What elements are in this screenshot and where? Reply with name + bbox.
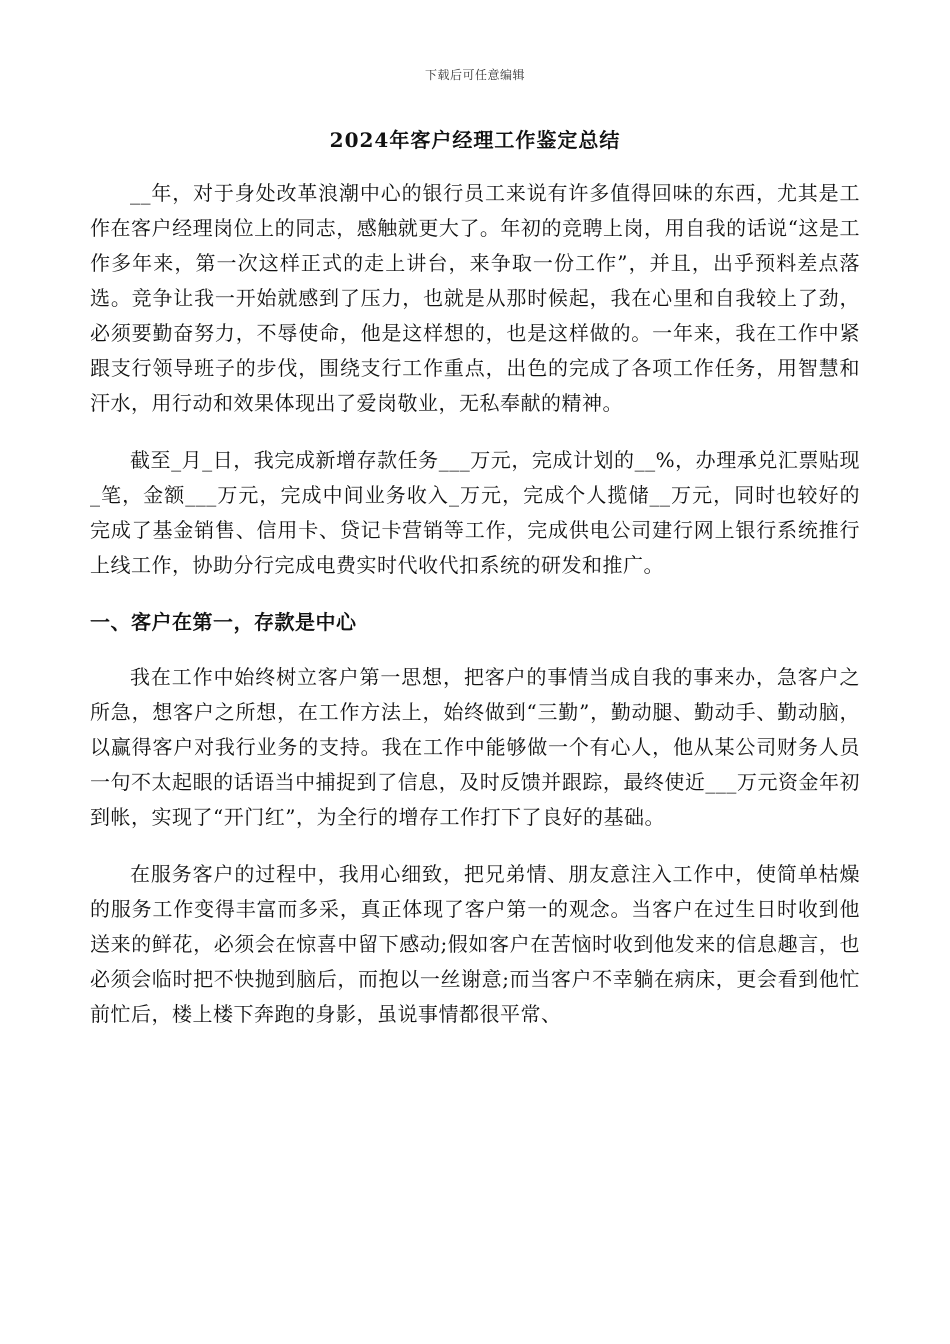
- paragraph-customer-first: 我在工作中始终树立客户第一思想，把客户的事情当成自我的事来办，急客户之所急，想客户之所想，在工作方法上，始终做到“三勤”，勤动腿、勤动手、勤动脑，以赢得客户对我行业务的支持。我在工作中能够做一个有心人，他从某公司财务人员一句不太起眼的话语当中捕捉到了信息，及时反馈并跟踪，最终使近___万元资金年初到帐，实现了“开门红”，为全行的增存工作打下了良好的基础。: [90, 665, 860, 829]
- document-body: [90, 176, 860, 1054]
- paragraph-intro: __年，对于身处改革浪潮中心的银行员工来说有许多值得回味的东西，尤其是工作在客户经理岗位上的同志，感触就更大了。年初的竞聘上岗，用自我的话说“这是工作多年来，第一次这样正式的走上讲台，来争取一份工作”，并且，出乎预料差点落选。竞争让我一开始就感到了压力，也就是从那时候起，我在心里和自我较上了劲，必须要勤奋努力，不辱使命，他是这样想的，也是这样做的。一年来，我在工作中紧跟支行领导班子的步伐，围绕支行工作重点，出色的完成了各项工作任务，用智慧和汗水，用行动和效果体现出了爱岗敬业，无私奉献的精神。: [90, 181, 860, 415]
- paragraph-results: 截至_月_日，我完成新增存款任务___万元，完成计划的__%，办理承兑汇票贴现_笔，金额___万元，完成中间业务收入_万元，完成个人揽储__万元，同时也较好的完成了基金销售、信用卡、贷记卡营销等工作，完成供电公司建行网上银行系统推行上线工作，协助分行完成电费实时代收代扣系统的研发和推广。: [90, 448, 860, 577]
- section-heading: 一、客户在第一，存款是中心: [90, 610, 357, 634]
- header-note: 下载后可任意编辑: [424, 68, 525, 82]
- document-title: 2024年客户经理工作鉴定总结: [329, 128, 621, 152]
- paragraph-service: 在服务客户的过程中，我用心细致，把兄弟情、朋友意注入工作中，使简单枯燥的服务工作变得丰富而多采，真正体现了客户第一的观念。当客户在过生日时收到他送来的鲜花，必须会在惊喜中留下感动;假如客户在苦恼时收到他发来的信息趣言，也必须会临时把不快抛到脑后，而抱以一丝谢意;而当客户不幸躺在病床，更会看到他忙前忙后，楼上楼下奔跑的身影，虽说事情都很平常、: [90, 862, 860, 1026]
